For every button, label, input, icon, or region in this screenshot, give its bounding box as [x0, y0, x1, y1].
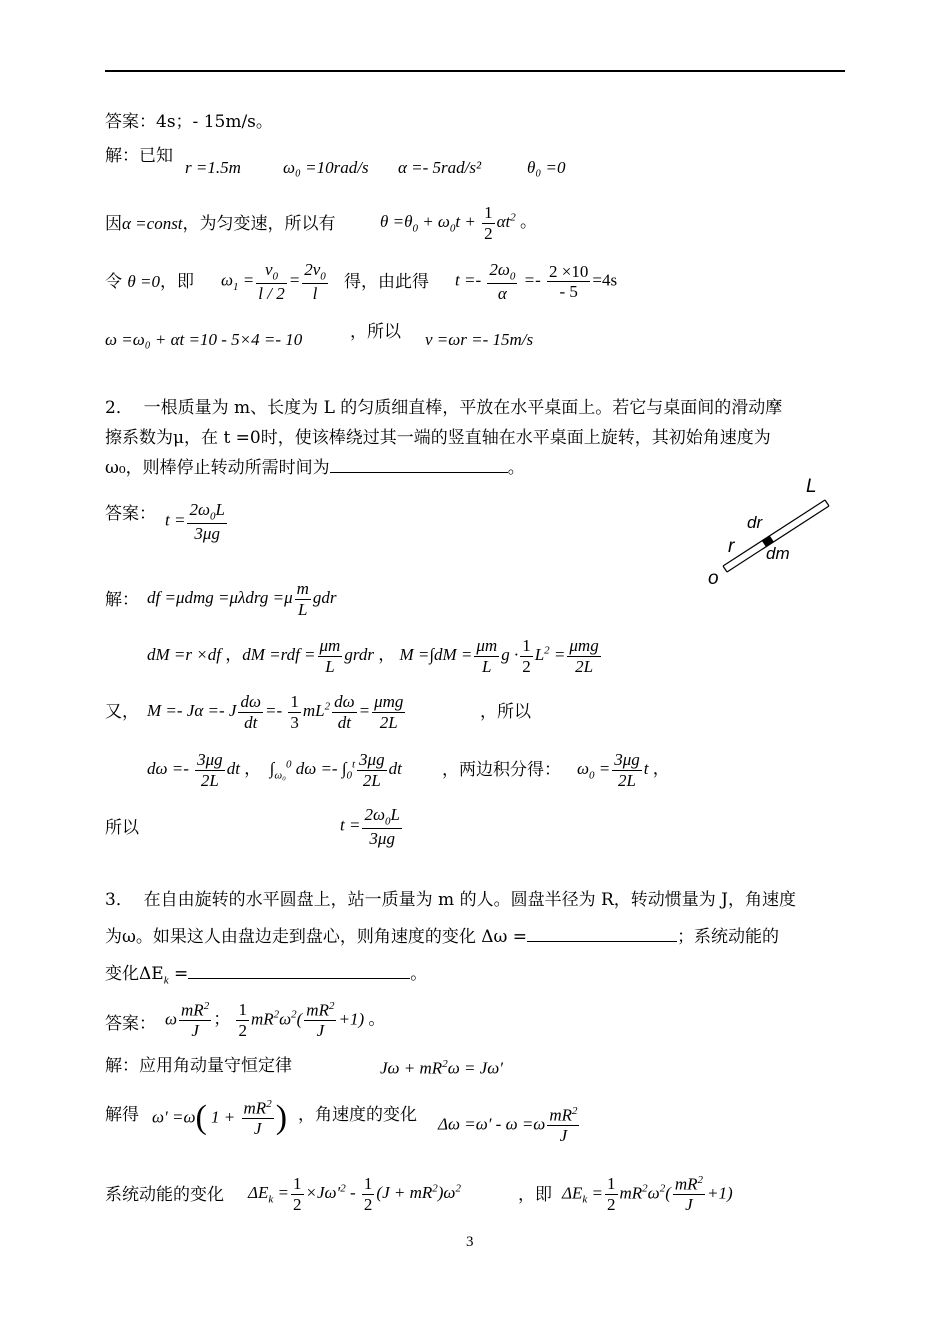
q2-dw-formula: dω =- $\frac{3\mu g}{2L}$ dt ， $\int_{\omega_0}^0$ $d\omega =- \int_0^t$ $\frac{3\mu g}{2L}$ dt: [147, 750, 402, 790]
q1-given-w0: ω₀ =10rad/s: [283, 158, 369, 177]
q3-ke-mid: ，即: [518, 1185, 552, 1205]
q1-theta-formula: $\theta =\theta_0 + \omega_0t$ + $\frac{1}{2}$ $\alpha t^2$ 。: [380, 203, 538, 243]
q1-time-formula: t =- $\frac{2\omega_0}{\alpha}$ =- $\frac{2 \times 10}{- 5}$ =4s: [455, 260, 618, 304]
q1-given-line: 解：已知: [105, 146, 173, 166]
header-rule: [105, 70, 845, 72]
q3-blank-domega[interactable]: [527, 927, 677, 942]
q3-ke-result: $\Delta E_k$ = $\frac{1}{2}$ $mR^2\omega^2$( $\frac{mR^2}{J}$ +1): [562, 1174, 733, 1215]
q1-line4-text: ，所以: [350, 322, 401, 342]
q1-line3-text: 得，由此得: [344, 272, 429, 292]
q1-given-alpha: α =- 5rad/s²: [398, 158, 482, 177]
q1-answer: 答案：4s；- 15m/s。: [105, 112, 273, 132]
q3-delta-omega: Δω =ω′ - ω =ω $\frac{mR^2}{J}$: [438, 1105, 578, 1146]
q3-solve-label: 解得: [105, 1105, 139, 1125]
q3-ke-label: 系统动能的变化: [105, 1185, 224, 1205]
q3-answer-label: 答案：: [105, 1014, 156, 1034]
q2-w0-result: $\omega_0$ = $\frac{3\mu g}{2L}$ t ，: [577, 750, 670, 790]
q2-sol-label: 解：: [105, 590, 139, 610]
q3-sol-label: 解：应用角动量守恒定律: [105, 1056, 292, 1076]
q1-line2: 因α =const，为匀变速，所以有: [105, 214, 336, 234]
q3-blank-dek[interactable]: [188, 964, 410, 979]
q3-omega-prime: ω′ =ω( 1 + $\frac{mR^2}{J}$ ): [152, 1098, 288, 1139]
q1-given-r: r =1.5m: [185, 158, 241, 177]
q2-text-line3: ω₀，则棒停止转动所需时间为 。: [105, 458, 525, 478]
q1-given-theta0: θ₀ =0: [527, 158, 566, 177]
q2-text-line2: 擦系数为μ，在 t =0时，使该棒绕过其一端的竖直轴在水平桌面上旋转，其初始角速度为: [105, 428, 771, 448]
q2-jifen: ，两边积分得：: [442, 760, 561, 780]
q3-text-line3: 变化$\Delta E_k$ = 。: [105, 964, 428, 987]
q2-text-line1: 2． 一根质量为 m、长度为 L 的匀质细直棒，平放在水平桌面上。若它与桌面间的滑动摩: [105, 398, 783, 418]
q2-df-formula: df =μdmg =μλdrg =μ $\frac{m}{L}$ gdr: [147, 579, 337, 619]
q1-line3: 令 θ =0，即: [105, 272, 194, 292]
q2-answer-formula: t = $\frac{2\omega_0L}{3\mu g}$: [165, 500, 225, 544]
q2-torque-formula: M =- Jα =- J $\frac{d\omega}{dt}$ =- $\frac{1}{3}$ $mL^2$ $\frac{d\omega}{dt}$ = $\frac{\text{μmg}}{2L}$: [147, 692, 404, 732]
q3-momentum-eq: $J\omega + mR^2\omega = J\omega'$: [380, 1058, 503, 1078]
label-dr: dr: [747, 513, 763, 532]
q2-suoyi: ，所以: [480, 702, 531, 722]
q1-velocity-result: v =ωr =- 15m/s: [425, 330, 534, 349]
rod-end-o: [723, 566, 727, 572]
q3-ke-formula: $\Delta E_k$ = $\frac{1}{2}$ $\times J\omega'^2$ - $\frac{1}{2}$ $(J + mR^2)\omega^2$: [248, 1174, 461, 1214]
label-r: r: [728, 536, 735, 557]
q1-omega1-formula: $\omega_1$ = $\frac{v_0}{l / 2}$ = $\frac{2v_0}{l}$: [221, 260, 326, 304]
rod-end-L: [825, 500, 829, 506]
label-o: o: [708, 568, 719, 589]
q3-solve-mid: ，角速度的变化: [298, 1105, 417, 1125]
q3-answer-formula: ω $\frac{mR^2}{J}$ ； $\frac{1}{2}$ $mR^2\omega^2$( $\frac{mR^2}{J}$ +1) 。: [165, 1000, 386, 1041]
q2-you-label: 又，: [105, 702, 139, 722]
q3-text-line1: 3． 在自由旋转的水平圆盘上，站一质量为 m 的人。圆盘半径为 R，转动惯量为 J，角速度: [105, 890, 796, 910]
q1-omega-formula: ω =ω₀ + αt =10 - 5×4 =- 10: [105, 330, 303, 349]
q2-suoyi2: 所以: [105, 818, 139, 838]
q2-answer-label: 答案：: [105, 504, 156, 524]
q3-text-line2: 为ω。如果这人由盘边走到盘心，则角速度的变化 Δω = ；系统动能的: [105, 927, 780, 947]
q2-dm-formula: dM =r ×df ，dM =rdf = $\frac{\mu m}{L}$ grdr ， M =∫dM = $\frac{\mu m}{L}$ g · $\frac{1}{2}$ $L^2$ = $\frac{\text{μmg}}{2L}$: [147, 636, 599, 676]
label-dm: dm: [766, 544, 790, 563]
label-L: L: [806, 476, 817, 497]
rod-figure: [700, 470, 840, 590]
q2-answer-blank[interactable]: [330, 458, 508, 473]
page-number: 3: [466, 1234, 474, 1250]
q2-time-result: t = $\frac{2\omega_0L}{3\mu g}$: [340, 805, 400, 849]
